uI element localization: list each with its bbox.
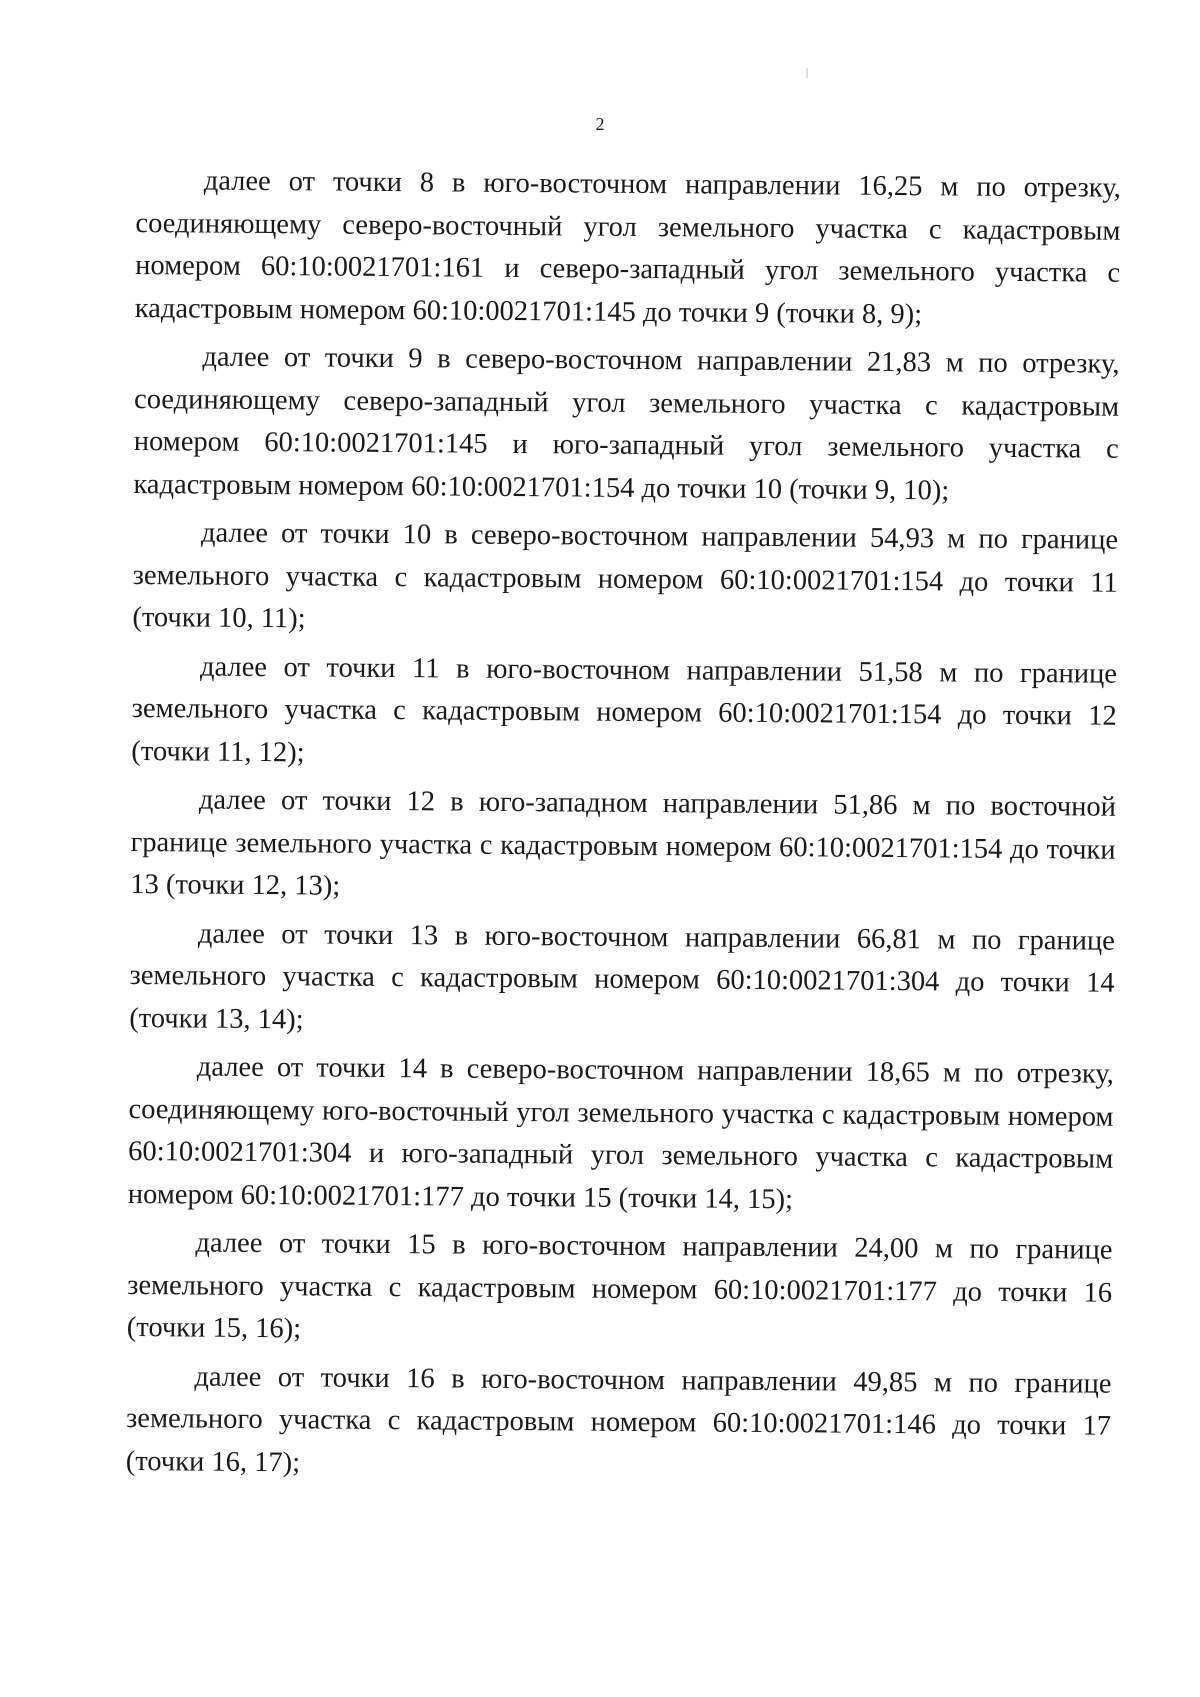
paragraph-3: далее от точки 10 в северо-восточном направлении 54,93 м по границе земельного участка с кадастровым номером 60:10:0021701:154 до точки 11 (точки 10, 11); xyxy=(132,517,1119,635)
paragraph-1: далее от точки 8 в юго-восточном направлении 16,25 м по отрезку, соединяющему северо-восточный угол земельного участка с кадастровым номером 60:10:0021701:161 и северо-западный угол земельного участка с кадастровым номером 60:10:0021701:145 до точки 9 (точки 8, 9); xyxy=(134,165,1121,330)
paragraph-4: далее от точки 11 в юго-восточном направлении 51,58 м по границе земельного участка с кадастровым номером 60:10:0021701:154 до точки 12 (точки 11, 12); xyxy=(131,651,1118,768)
paragraph-5: далее от точки 12 в юго-западном направлении 51,86 м по восточной границе земельного участка с кадастровым номером 60:10:0021701:154 до точки 13 (точки 12, 13); xyxy=(130,784,1117,902)
paragraph-7: далее от точки 14 в северо-восточном направлении 18,65 м по отрезку, соединяющему юго-восточный угол земельного участка с кадастровым номером 60:10:0021701:304 и юго-западный угол земельного участка с кадастровым номером 60:10:0021701:177 до точки 15 (точки 14, 15); xyxy=(127,1051,1114,1215)
paragraph-2: далее от точки 9 в северо-восточном направлении 21,83 м по отрезку, соединяющему северо-западный угол земельного участка с кадастровым номером 60:10:0021701:145 и юго-западный угол земельного участка с кадастровым номером 60:10:0021701:154 до точки 10 (точки 9, 10); xyxy=(133,341,1120,506)
page-number: 2 xyxy=(595,114,605,134)
scan-artifact xyxy=(806,68,808,78)
paragraph-6: далее от точки 13 в юго-восточном направлении 66,81 м по границе земельного участка с кадастровым номером 60:10:0021701:304 до точки 14 (точки 13, 14); xyxy=(129,918,1116,1035)
paragraph-9: далее от точки 16 в юго-восточном направлении 49,85 м по границе земельного участка с кадастровым номером 60:10:0021701:146 до точки 17 (точки 16, 17); xyxy=(125,1360,1112,1478)
document-body xyxy=(126,160,1121,1497)
paragraph-8: далее от точки 15 в юго-восточном направлении 24,00 м по границе земельного участка с кадастровым номером 60:10:0021701:177 до точки 16 (точки 15, 16); xyxy=(126,1227,1113,1345)
